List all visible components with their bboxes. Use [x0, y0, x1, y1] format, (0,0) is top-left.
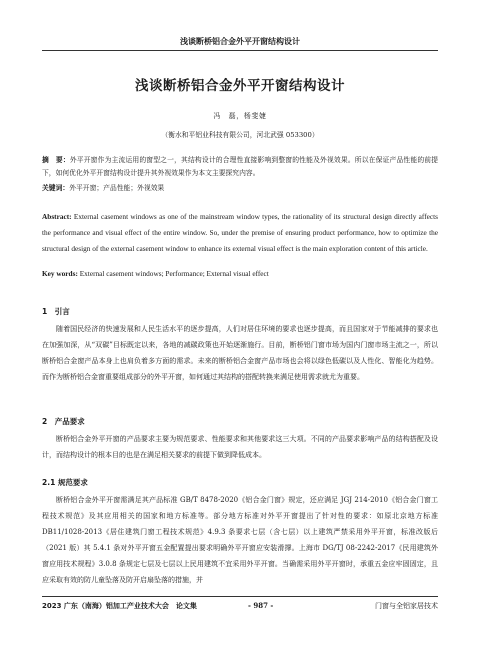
section-body-product-requirements: 断桥铝合金外平开窗的产品要求主要为规范要求、性能要求和其他要求这三大项。不同的产品要求影响产品的结构搭配及设计，而结构设计的根本目的也是在满足相关要求的前提下做到降低成本。	[42, 435, 438, 459]
footer-rule	[42, 596, 438, 597]
keywords-cn-text: 外平开窗；产品性能；外视效果	[69, 184, 165, 192]
abstract-cn	[42, 154, 438, 179]
section-body-introduction: 随着国民经济的快速发展和人民生活水平的逐步提高，人们对居住环境的要求也逐步提高，而且国家对于节能减排的要求也在加强加深，从“双碳”目标既定以来，各地的减碳政策也开始逐渐施行。目前，断桥铝门窗市场为国内门窗市场主流之一，所以断桥铝合金窗产品本身上也肩负着多方面的需求。未来的断桥铝合金窗产品市场也会将以绿色低碳以及人性化、智能化为趋势。而作为断桥铝合金窗重要组成部分的外平开窗，如何通过其结构的搭配转换来满足使用需求就尤为重要。	[42, 325, 438, 381]
section-heading-specification: 2.1 规范要求	[42, 478, 88, 487]
abstract-en-label: Abstract:	[42, 212, 72, 221]
keywords-cn-label: 关键词：	[42, 184, 70, 192]
abstract-en	[42, 209, 438, 256]
keywords-en-text: External casement windows; Performance; External visual effect	[79, 269, 269, 278]
affiliation: （衡水和平铝业科技有限公司，河北武强 053300）	[161, 131, 319, 139]
section-heading-introduction: 1 引言	[42, 307, 70, 316]
section-body-specification: 断桥铝合金外平开窗需满足其产品标准 GB/T 8478-2020《铝合金门窗》规定，还应满足 JGJ 214-2010《铝合金门窗工程技术规范》及其应用相关的国家和地方标准等。部分地方标准对外平开窗提出了针对性的要求：如原北京地方标准 DB11/1028-2013《居住建筑门窗工程技术规范》4.9.3 条要求七层（含七层）以上建筑严禁采用外平开窗，标准改版后（2021 版）其 5.4.1 条对外平开窗五金配置提出要求明确外平开窗应安装滑撑。上海市 DG/TJ 08-2242-2017《民用建筑外窗应用技术规程》3.0.8 条规定七层及七层以上民用建筑不宜采用外平开窗。当确需采用外平开窗时，承重五金应牢固固定，且应采取有效的防儿童坠落及防开启扇坠落的措施，并	[42, 496, 438, 584]
footer-column-name: 门窗与全铝家居技术	[375, 602, 438, 610]
header-rule	[42, 50, 438, 51]
running-head: 浅谈断桥铝合金外平开窗结构设计	[180, 37, 300, 46]
abstract-en-text: External casement windows as one of the mainstream window types, the rationality of its structural design directly affects the performance and visual effect of the entire window. So, under the premise of ensuring product performance, how to optimize the structural design of the external casement window to enhance its external visual effect is the main exploration content of this article.	[42, 212, 438, 253]
paper-title: 浅谈断桥铝合金外平开窗结构设计	[135, 78, 345, 94]
section-heading-product-requirements: 2 产品要求	[42, 417, 85, 426]
abstract-cn-label: 摘 要：	[42, 156, 70, 164]
authors: 冯 磊，杨斐婕	[213, 112, 267, 120]
keywords-cn	[42, 182, 438, 195]
abstract-cn-text: 外平开窗作为主流运用的窗型之一，其结构设计的合理性直接影响到整窗的性能及外视效果。所以在保证产品性能的前提下，如何优化外平开窗结构设计提升其外视效果作为本文主要探究内容。	[42, 156, 439, 177]
keywords-en	[42, 268, 438, 280]
footer-proceedings: 2023 广东（南海）铝加工产业技术大会 论文集	[42, 602, 197, 610]
page-number: - 987 -	[248, 601, 274, 610]
keywords-en-label: Key words:	[42, 269, 78, 278]
